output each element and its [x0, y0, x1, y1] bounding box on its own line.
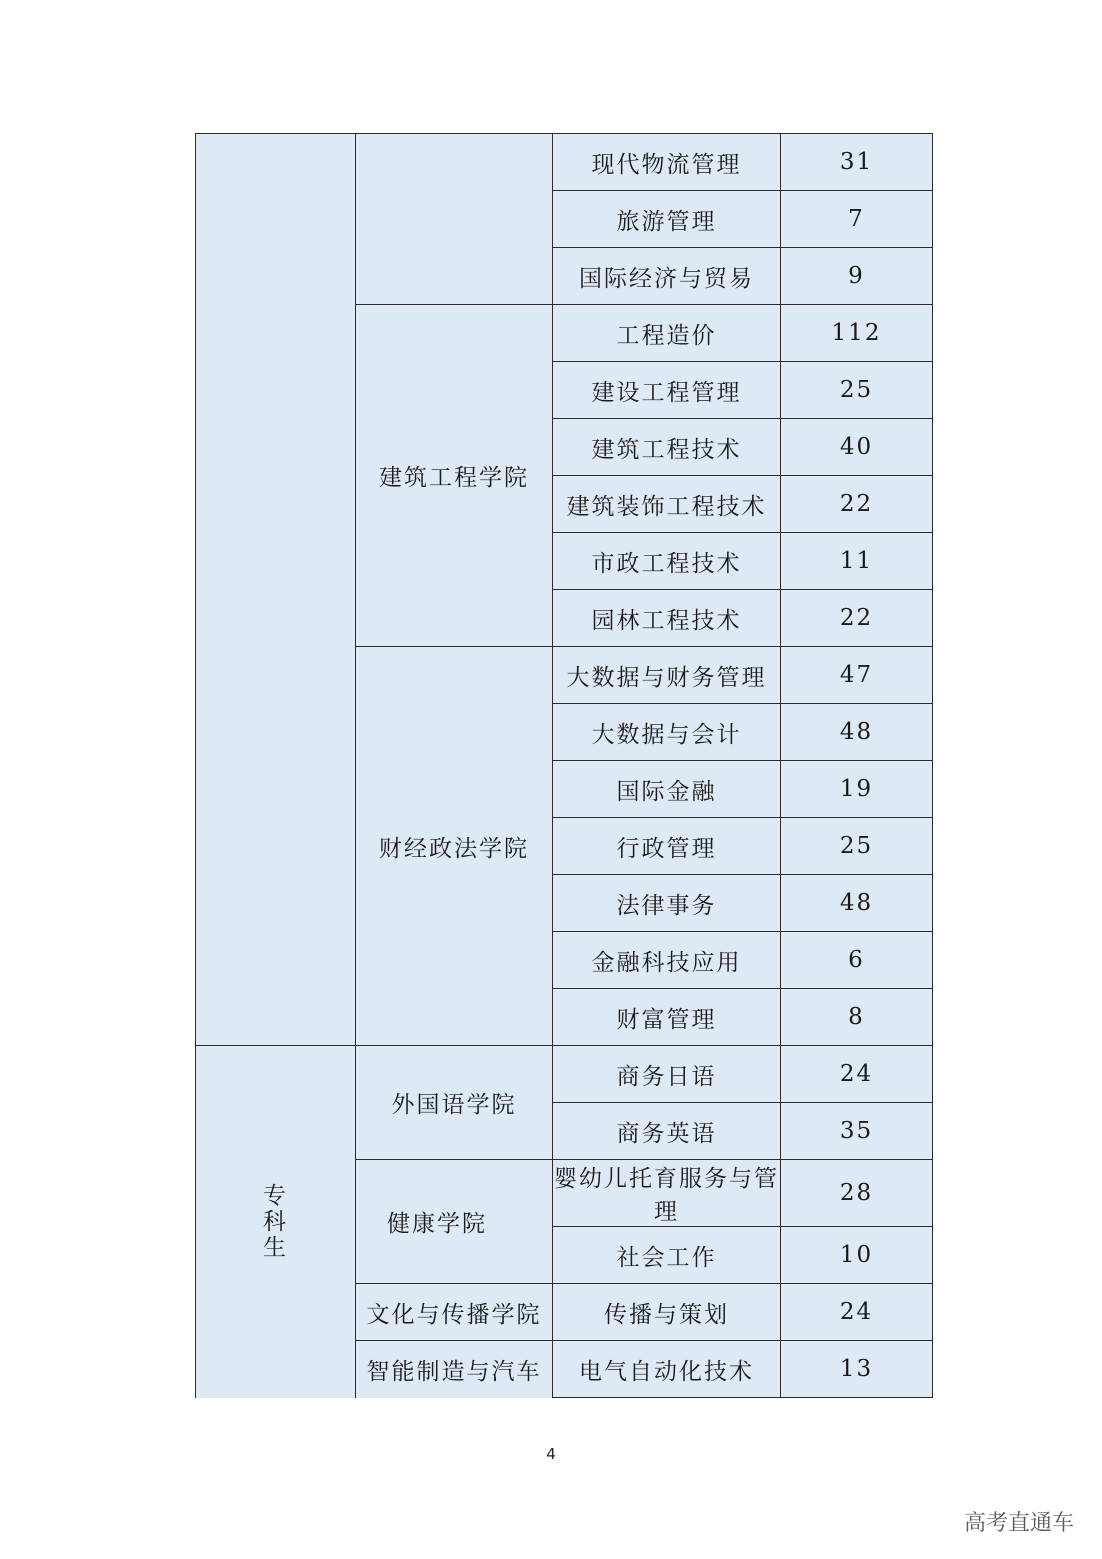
category-cell: [196, 1046, 356, 1398]
count-cell: 22: [781, 590, 933, 647]
college-cell: 健康学院: [356, 1160, 553, 1284]
major-cell: 大数据与会计: [553, 704, 781, 761]
major-cell: 电气自动化技术: [553, 1341, 781, 1398]
major-cell: 园林工程技术: [553, 590, 781, 647]
enrollment-table: [195, 133, 933, 1398]
category-char: 生: [263, 1234, 288, 1261]
table-row: [196, 134, 933, 191]
count-cell: 48: [781, 704, 933, 761]
count-cell: 10: [781, 1227, 933, 1284]
major-cell: 商务日语: [553, 1046, 781, 1103]
major-cell: 法律事务: [553, 875, 781, 932]
count-cell: 9: [781, 248, 933, 305]
category-char: 专: [263, 1182, 288, 1209]
category-char: 科: [263, 1208, 288, 1235]
major-cell: 大数据与财务管理: [553, 647, 781, 704]
page-number: 4: [546, 1445, 556, 1463]
count-cell: 47: [781, 647, 933, 704]
watermark: 高考直通车: [963, 1511, 1074, 1536]
major-cell: 行政管理: [553, 818, 781, 875]
major-cell: 建设工程管理: [553, 362, 781, 419]
college-cell: 外国语学院: [356, 1046, 553, 1160]
count-cell: 48: [781, 875, 933, 932]
major-cell: 婴幼儿托育服务与管理: [553, 1160, 781, 1227]
major-cell: 金融科技应用: [553, 932, 781, 989]
count-cell: 35: [781, 1103, 933, 1160]
college-cell: 财经政法学院: [356, 647, 553, 1046]
count-cell: 8: [781, 989, 933, 1046]
major-cell: 财富管理: [553, 989, 781, 1046]
count-cell: 112: [781, 305, 933, 362]
major-cell: 现代物流管理: [553, 134, 781, 191]
major-cell: 社会工作: [553, 1227, 781, 1284]
count-cell: 13: [781, 1341, 933, 1398]
count-cell: 19: [781, 761, 933, 818]
count-cell: 25: [781, 362, 933, 419]
count-cell: 28: [781, 1160, 933, 1227]
category-cell-continued: [196, 134, 356, 1046]
major-cell: 建筑装饰工程技术: [553, 476, 781, 533]
major-cell: 市政工程技术: [553, 533, 781, 590]
count-cell: 7: [781, 191, 933, 248]
major-cell: 传播与策划: [553, 1284, 781, 1341]
table-row: [196, 1046, 933, 1103]
count-cell: 31: [781, 134, 933, 191]
major-cell: 工程造价: [553, 305, 781, 362]
college-cell: 文化与传播学院: [356, 1284, 553, 1341]
count-cell: 11: [781, 533, 933, 590]
major-cell: 国际金融: [553, 761, 781, 818]
count-cell: 24: [781, 1284, 933, 1341]
major-cell: 旅游管理: [553, 191, 781, 248]
count-cell: 24: [781, 1046, 933, 1103]
count-cell: 25: [781, 818, 933, 875]
count-cell: 6: [781, 932, 933, 989]
major-cell: 建筑工程技术: [553, 419, 781, 476]
count-cell: 22: [781, 476, 933, 533]
college-cell: 智能制造与汽车: [356, 1341, 553, 1398]
college-cell: 建筑工程学院: [356, 305, 553, 647]
college-cell-continued: [356, 134, 553, 305]
major-cell: 国际经济与贸易: [553, 248, 781, 305]
major-cell: 商务英语: [553, 1103, 781, 1160]
count-cell: 40: [781, 419, 933, 476]
